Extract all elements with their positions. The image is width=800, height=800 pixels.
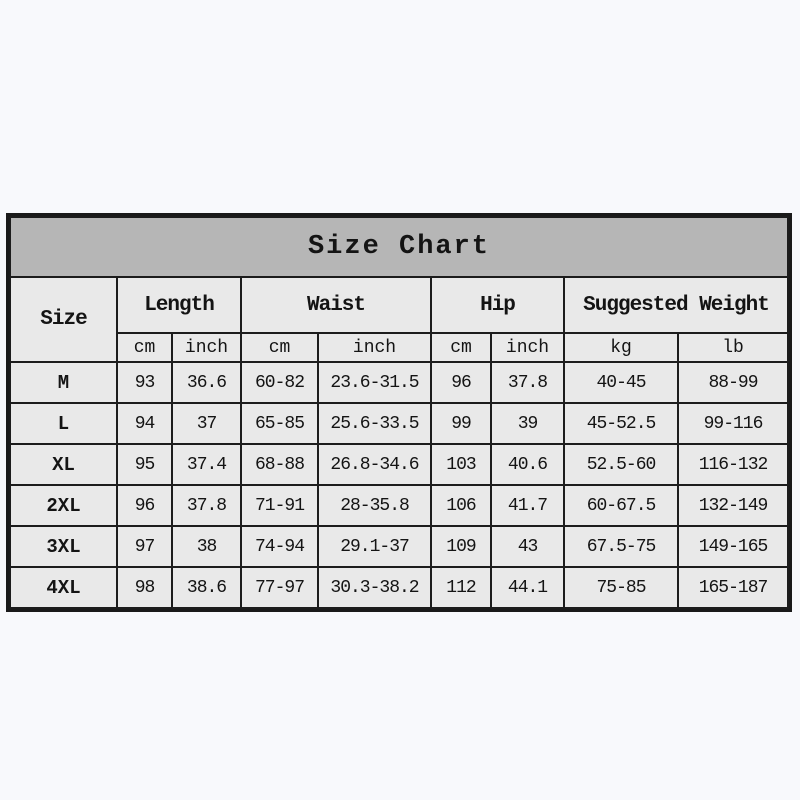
chart-title: Size Chart bbox=[10, 217, 788, 277]
weight-lb-cell: 165-187 bbox=[678, 567, 788, 608]
length-inch-cell: 37.8 bbox=[172, 485, 241, 526]
length-inch-cell: 37.4 bbox=[172, 444, 241, 485]
weight-kg-cell: 75-85 bbox=[564, 567, 678, 608]
size-chart bbox=[6, 213, 792, 612]
weight-lb-cell: 99-116 bbox=[678, 403, 788, 444]
waist-inch-cell: 28-35.8 bbox=[318, 485, 431, 526]
length-cm-cell: 95 bbox=[117, 444, 172, 485]
unit-header-hip-cm: cm bbox=[431, 333, 491, 362]
column-group-hip: Hip bbox=[431, 277, 564, 333]
table-row-l bbox=[10, 403, 788, 444]
column-group-length: Length bbox=[117, 277, 241, 333]
hip-cm-cell: 103 bbox=[431, 444, 491, 485]
length-cm-cell: 93 bbox=[117, 362, 172, 403]
hip-cm-cell: 109 bbox=[431, 526, 491, 567]
waist-cm-cell: 65-85 bbox=[241, 403, 318, 444]
waist-inch-cell: 29.1-37 bbox=[318, 526, 431, 567]
length-cm-cell: 94 bbox=[117, 403, 172, 444]
weight-kg-cell: 60-67.5 bbox=[564, 485, 678, 526]
waist-cm-cell: 68-88 bbox=[241, 444, 318, 485]
column-group-waist: Waist bbox=[241, 277, 431, 333]
waist-cm-cell: 74-94 bbox=[241, 526, 318, 567]
waist-inch-cell: 30.3-38.2 bbox=[318, 567, 431, 608]
hip-cm-cell: 112 bbox=[431, 567, 491, 608]
weight-kg-cell: 45-52.5 bbox=[564, 403, 678, 444]
weight-lb-cell: 88-99 bbox=[678, 362, 788, 403]
length-inch-cell: 38 bbox=[172, 526, 241, 567]
hip-cm-cell: 99 bbox=[431, 403, 491, 444]
hip-inch-cell: 43 bbox=[491, 526, 564, 567]
size-chart-table bbox=[9, 216, 789, 609]
weight-kg-cell: 40-45 bbox=[564, 362, 678, 403]
unit-header-weight-lb: lb bbox=[678, 333, 788, 362]
waist-inch-cell: 23.6-31.5 bbox=[318, 362, 431, 403]
title-row bbox=[10, 217, 788, 277]
unit-header-weight-kg: kg bbox=[564, 333, 678, 362]
table-row-4xl bbox=[10, 567, 788, 608]
unit-header-waist-cm: cm bbox=[241, 333, 318, 362]
table-row-3xl bbox=[10, 526, 788, 567]
unit-header-hip-inch: inch bbox=[491, 333, 564, 362]
unit-header-length-inch: inch bbox=[172, 333, 241, 362]
weight-kg-cell: 67.5-75 bbox=[564, 526, 678, 567]
weight-lb-cell: 149-165 bbox=[678, 526, 788, 567]
column-group-suggested-weight: Suggested Weight bbox=[564, 277, 788, 333]
waist-inch-cell: 26.8-34.6 bbox=[318, 444, 431, 485]
weight-kg-cell: 52.5-60 bbox=[564, 444, 678, 485]
size-cell: L bbox=[10, 403, 117, 444]
header-group-row bbox=[10, 277, 788, 333]
size-cell: XL bbox=[10, 444, 117, 485]
table-row-m bbox=[10, 362, 788, 403]
hip-inch-cell: 44.1 bbox=[491, 567, 564, 608]
weight-lb-cell: 116-132 bbox=[678, 444, 788, 485]
hip-inch-cell: 39 bbox=[491, 403, 564, 444]
waist-cm-cell: 77-97 bbox=[241, 567, 318, 608]
size-cell: 2XL bbox=[10, 485, 117, 526]
length-cm-cell: 97 bbox=[117, 526, 172, 567]
waist-inch-cell: 25.6-33.5 bbox=[318, 403, 431, 444]
length-cm-cell: 98 bbox=[117, 567, 172, 608]
waist-cm-cell: 60-82 bbox=[241, 362, 318, 403]
waist-cm-cell: 71-91 bbox=[241, 485, 318, 526]
length-inch-cell: 37 bbox=[172, 403, 241, 444]
column-header-size: Size bbox=[10, 277, 117, 362]
unit-header-waist-inch: inch bbox=[318, 333, 431, 362]
hip-cm-cell: 96 bbox=[431, 362, 491, 403]
header-unit-row bbox=[10, 333, 788, 362]
length-inch-cell: 36.6 bbox=[172, 362, 241, 403]
length-inch-cell: 38.6 bbox=[172, 567, 241, 608]
hip-inch-cell: 40.6 bbox=[491, 444, 564, 485]
weight-lb-cell: 132-149 bbox=[678, 485, 788, 526]
size-cell: 4XL bbox=[10, 567, 117, 608]
hip-inch-cell: 37.8 bbox=[491, 362, 564, 403]
hip-inch-cell: 41.7 bbox=[491, 485, 564, 526]
table-row-xl bbox=[10, 444, 788, 485]
size-cell: M bbox=[10, 362, 117, 403]
hip-cm-cell: 106 bbox=[431, 485, 491, 526]
unit-header-length-cm: cm bbox=[117, 333, 172, 362]
length-cm-cell: 96 bbox=[117, 485, 172, 526]
size-cell: 3XL bbox=[10, 526, 117, 567]
table-row-2xl bbox=[10, 485, 788, 526]
